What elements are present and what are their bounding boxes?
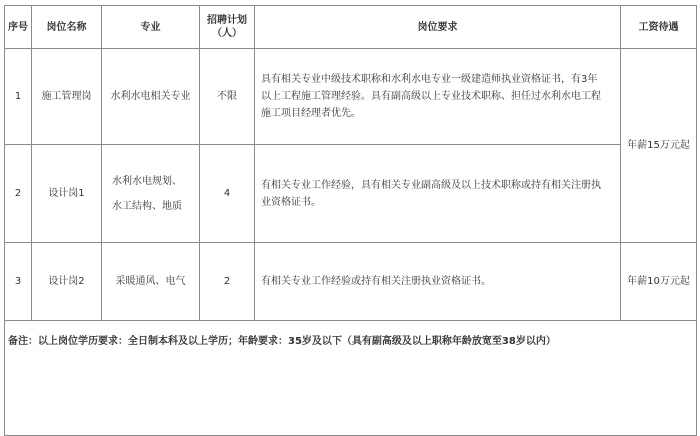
row-requirements: 有相关专业工作经验或持有相关注册执业资格证书。 bbox=[255, 243, 621, 321]
table-row bbox=[5, 49, 697, 145]
note-text: 备注：以上岗位学历要求：全日制本科及以上学历；年龄要求：35岁及以下（具有副高级及以上职称年龄放宽至38岁以内） bbox=[5, 321, 697, 436]
row-index: 1 bbox=[5, 49, 32, 145]
header-quota: 招聘计划（人） bbox=[200, 6, 255, 49]
row-requirements: 具有相关专业中级技术职称和水利水电专业一级建造师执业资格证书，有3年以上工程施工管理经验。具有副高级以上专业技术职称、担任过水利水电工程施工项目经理者优先。 bbox=[255, 49, 621, 145]
row-major: 采暖通风、电气 bbox=[102, 243, 200, 321]
row-index: 3 bbox=[5, 243, 32, 321]
header-index: 序号 bbox=[5, 6, 32, 49]
major-line: 水工结构、地质 bbox=[112, 200, 182, 212]
table-row bbox=[5, 145, 697, 243]
major-line: 水利水电规划、 bbox=[112, 175, 182, 187]
row-quota: 不限 bbox=[200, 49, 255, 145]
header-salary: 工资待遇 bbox=[621, 6, 697, 49]
header-position: 岗位名称 bbox=[32, 6, 102, 49]
salary-cell-group1: 年薪15万元起 bbox=[621, 49, 697, 243]
row-index: 2 bbox=[5, 145, 32, 243]
salary-cell-group2: 年薪10万元起 bbox=[621, 243, 697, 321]
row-position: 设计岗1 bbox=[32, 145, 102, 243]
row-major bbox=[102, 145, 200, 243]
row-quota: 2 bbox=[200, 243, 255, 321]
header-row bbox=[5, 6, 697, 49]
recruitment-table bbox=[4, 5, 697, 436]
row-position: 施工管理岗 bbox=[32, 49, 102, 145]
row-position: 设计岗2 bbox=[32, 243, 102, 321]
table-row bbox=[5, 243, 697, 321]
row-requirements: 有相关专业工作经验，具有相关专业副高级及以上技术职称或持有相关注册执业资格证书。 bbox=[255, 145, 621, 243]
note-row bbox=[5, 321, 697, 436]
header-major: 专业 bbox=[102, 6, 200, 49]
row-major: 水利水电相关专业 bbox=[102, 49, 200, 145]
header-requirements: 岗位要求 bbox=[255, 6, 621, 49]
row-quota: 4 bbox=[200, 145, 255, 243]
